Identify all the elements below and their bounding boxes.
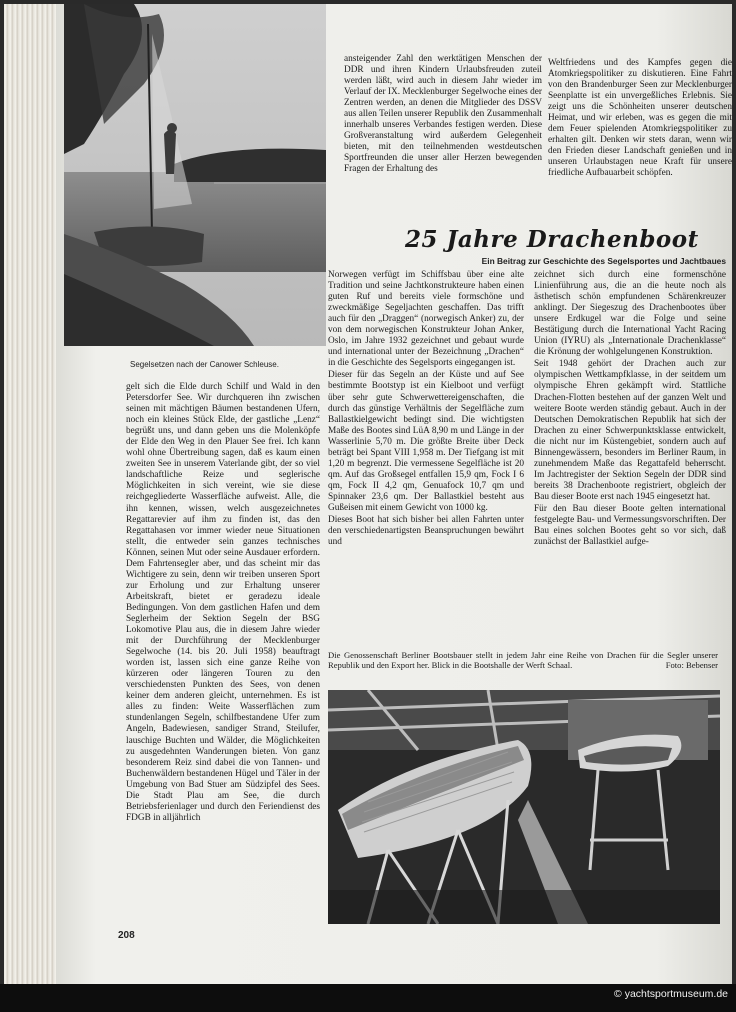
- top-middle-text: ansteigender Zahl den werktätigen Menschen der DDR und ihren Kindern Urlaubsfreuden zuteil werden läßt, wird auch in diesem Jahr wieder im Verlauf der IX. Mecklenburger Segelwoche eines der Zentren werden, an denen die Mitglieder des DSSV aus allen Teilen unserer Republik den Zusammenhalt innerhalb unseres Verbandes festigen werden. Diese Großveranstaltung wird außerdem Gelegenheit bieten, mit den teilnehmenden westdeutschen Sportfreunden die unser aller Herzen bewegenden Fragen der Erhaltung des: [344, 54, 542, 175]
- right-column: [534, 270, 726, 646]
- mid-paragraph-3: Dieses Boot hat sich bisher bei allen Fahrten unter den verschiedenartigsten Beanspruchungen bewährt und: [328, 515, 524, 548]
- boathall-caption: [328, 650, 718, 684]
- article-subtitle: Ein Beitrag zur Geschichte des Segelsportes und Jachtbaues: [481, 256, 726, 266]
- right-paragraph-1: zeichnet sich durch eine formenschöne Linienführung aus, die an die heute noch als ästhetisch schön empfundenen Schärenkreuzer anklingt. Der Siegeszug des Drachenbootes über unsere Erdkugel war die Folge und seine Bestätigung durch die International Yacht Racing Union (IYRU) als „Internationale Drachenklasse“ die Krönung der wohlgelungenen Konstruktion.: [534, 270, 726, 358]
- page-number: 208: [118, 930, 135, 941]
- boathall-photo-image: [328, 690, 720, 924]
- sailing-photo-image: [64, 4, 326, 346]
- boathall-photo: [328, 690, 720, 924]
- sailing-photo-caption: Segelsetzen nach der Canower Schleuse.: [130, 360, 279, 369]
- book-spine: [4, 4, 57, 984]
- sailing-photo: [64, 4, 326, 346]
- right-paragraph-3: Für den Bau dieser Boote gelten international festgelegte Bau- und Vermessungsvorschriften. Der Bau eines solchen Bootes geht so vor sich, daß zunächst der Ballastkiel aufge-: [534, 503, 726, 548]
- right-paragraph-2: Seit 1948 gehört der Drachen auch zur olympischen Wettkampfklasse, in der seitdem um olympische Ehren gekämpft wird. Stattliche Drachen-Flotten bestehen auf der ganzen Welt und weitere Boote werden ständig gebaut. Auch in der Deutschen Demokratischen Republik hat sich der Drachen zu einer Schwerpunktsklasse entwickelt, die nicht nur im Küstengebiet, sondern auch auf Binnengewässern, besonders im Berliner Raum, in zunehmendem Maße das Regattafeld beherrscht. Im Jachtregister der Sektion Segeln der DDR sind bereits 38 Drachenboote registriert, obgleich der Bau dieser Boote erst nach 1945 eingesetzt hat.: [534, 359, 726, 502]
- photo-credit: Foto: Bebenser: [665, 660, 718, 670]
- boathall-caption-text: Die Genossenschaft Berliner Bootsbauer stellt in jedem Jahr eine Reihe von Drachen für die Segler unserer Republik und den Export her. Blick in die Bootshalle der Werft Schaal.: [328, 650, 718, 670]
- top-right-text: Weltfriedens und des Kampfes gegen die Atomkriegspolitiker zu diskutieren. Eine Fahrt von den Brandenburger Seen zur Mecklenburger Seenplatte ist ein unvergeßliches Erlebnis. Sie zeigt uns die Schönheiten unserer deutschen Heimat, und wir erleben, was es gegen die mit dem Feuer spielenden Atomkriegspolitiker zu erhalten gilt. Denken wir stets daran, wenn wir den Frieden dieser Landschaft genießen und in unseren Urlaubstagen neue Kraft für unsere friedliche Aufbauarbeit schöpfen.: [548, 58, 732, 179]
- top-middle-column: [344, 54, 542, 224]
- middle-column: [328, 270, 524, 646]
- mid-paragraph-1: Norwegen verfügt im Schiffsbau über eine alte Tradition und seine Jachtkonstrukteure haben einen guten Ruf und bereits viele formschöne und zweckmäßige Segeljachten geschaffen. Das trifft auch für den „Draggen“ (norwegisch Anker) zu, der von dem norwegischen Konstrukteur Johan Anker, Oslo, im Jahre 1932 gezeichnet und gebaut wurde und international unter der Bezeichnung „Drachen“ in die Geschichte des Segelsports eingegangen ist.: [328, 270, 524, 369]
- left-column-text: gelt sich die Elde durch Schilf und Wald in den Petersdorfer See. Wir durchqueren ihn zwischen seinen mit mächtigen Bäumen bestandenen Ufern, noch ein kleines Stück Elde, der gastliche „Lenz“ begrüßt uns, und dann geben uns die Molenköpfe der Elde den Weg in den Plauer See frei. Ich kann wohl ohne Übertreibung sagen, daß es kaum einen zweiten See in unserem Vaterlande gibt, der so viel landschaftliche Reize und seglerische Möglichkeiten in sich vereint, wie sie diese reichgegliederte Wasserfläche aufweist. Alle, die ihn kennen, wissen, welch ausgezeichnetes Regattarevier auf ihm zu finden ist, das den Regattahasen vor immer wieder neue Situationen stellt, die entweder sein ganzes technisches Können, seinen Mut oder seine Ausdauer erfordern. Dem Fahrtensegler aber, und das scheint mir das Wichtigere zu sein, denn wir treiben unseren Sport zur Erholung und zur Erhaltung unserer Arbeitskraft, bietet er geradezu ideale Bedingungen. Von dem gastlichen Hafen und dem Seglerheim der Sektion Segeln der BSG Lokomotive Plau aus, die in diesem Jahre wieder mit der Durchführung der Mecklenburger Segelwoche (14. bis 20. Juli 1958) beauftragt worden ist, lassen sich eine ganze Reihe von kürzeren oder längeren Touren zu den verschiedensten Punkten des Sees, von denen keiner dem anderen gleicht, unternehmen. Es ist alles zu finden: Weite Wasserflächen zum stundenlangen Segeln, schilfbestandene Ufer zum Angeln, Badewiesen, sandiger Strand, Steilufer, lauschige Buchten und Wälder, die Möglichkeiten zu ausgedehnten Wanderungen bieten. Von ganz besonderem Reiz sind dabei die von Tannen- und Buchenwäldern bestandenen Hügel und Täler in der Umgebung von Bad Stuer am Südzipfel des Sees. Die Stadt Plau am See, die durch Betriebsferienlager und durch den Feriendienst des FDGB in alljährlich: [126, 382, 320, 823]
- mid-paragraph-2: Dieser für das Segeln an der Küste und auf See bestimmte Bootstyp ist ein Kielboot und verfügt über sehr gute Schwerwettereigenschaften, die durch das günstige Verhältnis der Segelfläche zum Ballastkielgewicht bedingt sind. Die wichtigsten Maße des Bootes sind LüA 8,90 m und Länge in der Wasserlinie 5,70 m. Die größte Breite über Deck beträgt bei Spant VIII 1,958 m. Der Tiefgang ist mit 1,20 m begrenzt. Die vermessene Segelfläche ist 20 qm. Auf das Großsegel entfallen 15,9 qm, Fock I 6 qm, Fock II 4,2 qm, Genuafock 10,7 qm und Spinnaker 23,6 qm. Der Ballastkiel besteht aus Gußeisen mit einem Gewicht von 1000 kg.: [328, 370, 524, 513]
- watermark: © yachtsportmuseum.de: [614, 988, 728, 1000]
- top-right-column: [548, 58, 732, 222]
- left-column: [126, 382, 320, 924]
- article-title: 25 Jahre Drachenboot: [405, 226, 699, 253]
- magazine-page: [56, 4, 732, 986]
